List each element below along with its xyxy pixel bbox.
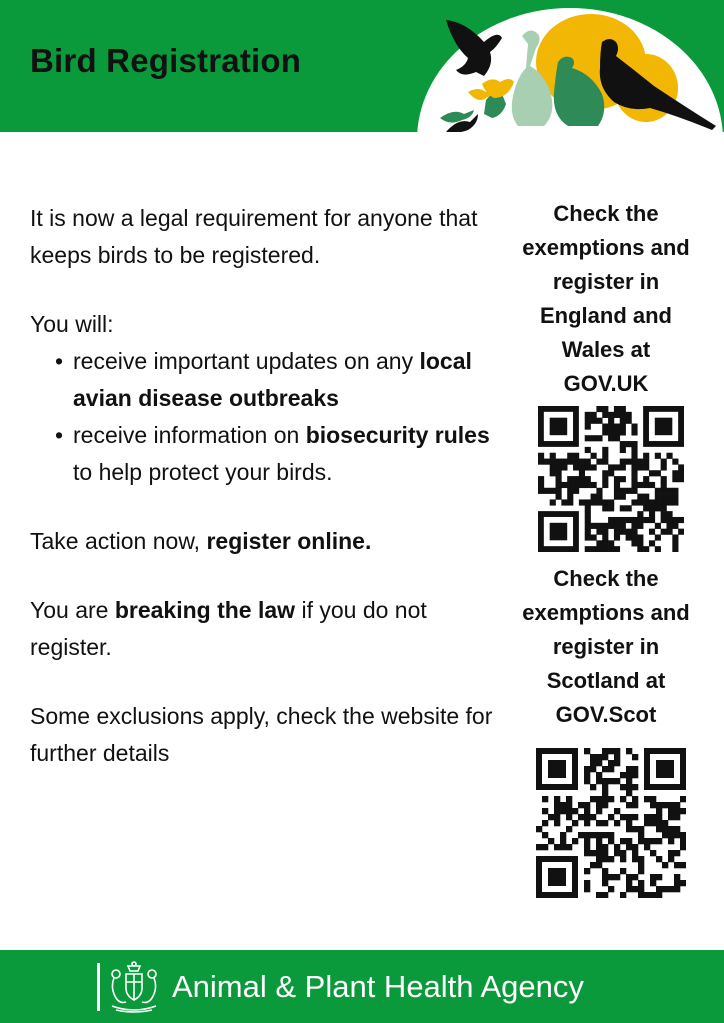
benefits-list (30, 343, 500, 491)
scotland-callout: Check the exemptions and register in Scotland at GOV.Scot (522, 566, 690, 727)
you-will-heading: You will: (30, 311, 114, 337)
register-online-link[interactable]: register online. (206, 528, 372, 554)
england-wales-callout: Check the exemptions and register in England and Wales at GOV.UK (522, 201, 690, 396)
qr-code-icon (538, 406, 684, 552)
bullet-text: receive important updates on any (73, 348, 420, 374)
page-title: Bird Registration (30, 42, 302, 79)
list-item (30, 343, 500, 417)
bullet-text-end: to help protect your birds. (73, 459, 333, 485)
bird-illustration (416, 0, 724, 132)
law-warning-text: You are breaking the law if you do not register. (30, 597, 427, 660)
action-text: Take action now, register online. (30, 528, 372, 554)
agency-name: Animal & Plant Health Agency (172, 969, 584, 1004)
qr-code-scotland[interactable] (536, 748, 686, 898)
list-item (30, 417, 500, 491)
bullet-bold-text: biosecurity rules (305, 422, 490, 448)
royal-coat-of-arms-icon (106, 960, 162, 1014)
bird-silhouettes-icon (416, 0, 724, 132)
exclusions-text: Some exclusions apply, check the website for further details (30, 703, 493, 766)
header-banner (0, 0, 724, 132)
qr-code-england-wales[interactable] (538, 406, 684, 552)
bullet-bold-text: local avian disease outbreaks (73, 348, 472, 411)
intro-text: It is now a legal requirement for anyone that keeps birds to be registered. (30, 205, 478, 268)
bullet-text: receive information on (73, 422, 306, 448)
footer-divider (97, 963, 100, 1011)
footer-banner (0, 950, 724, 1023)
bullet-icon: • (55, 348, 64, 374)
main-content (30, 200, 500, 772)
qr-code-icon (536, 748, 686, 898)
bullet-icon: • (55, 422, 64, 448)
